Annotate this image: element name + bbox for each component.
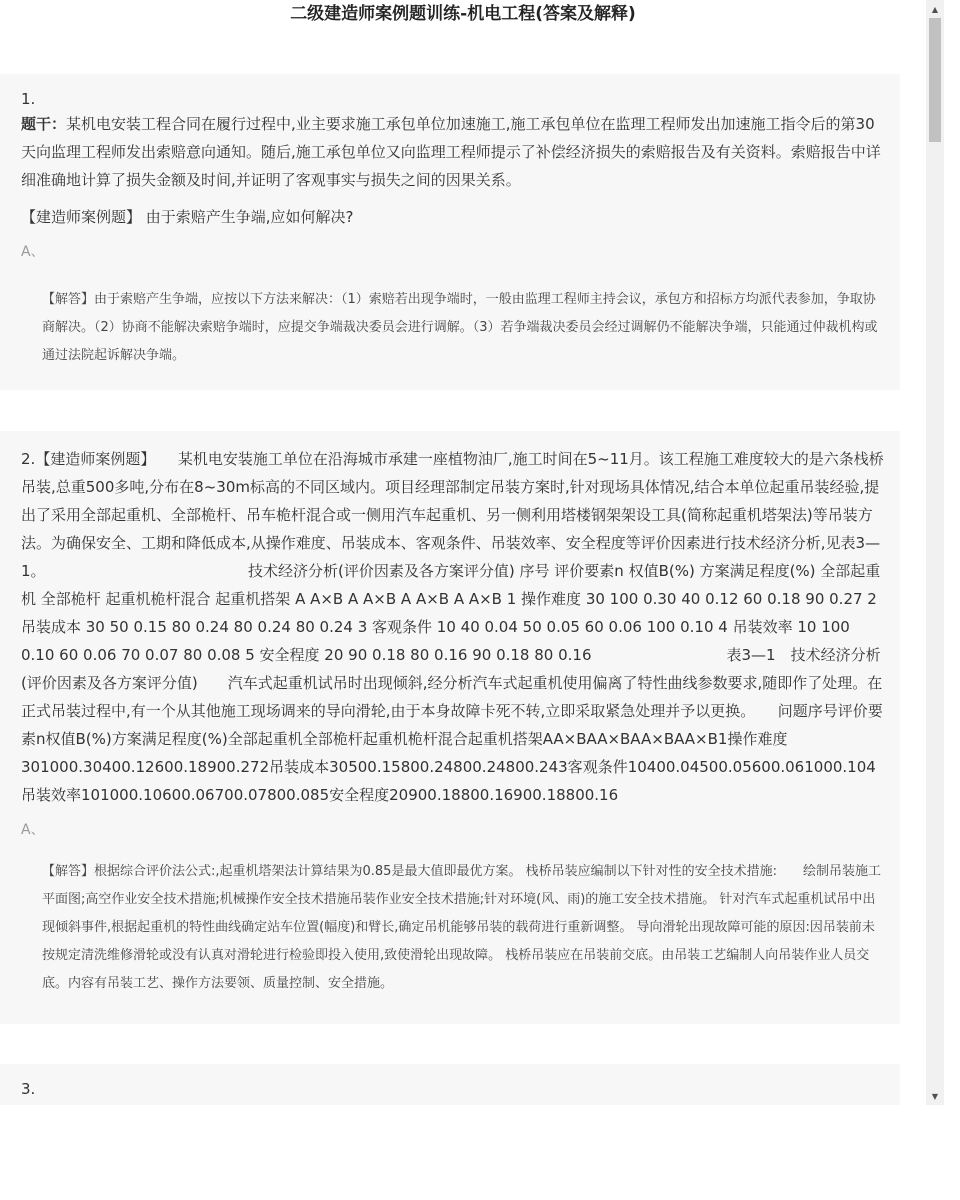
vertical-scrollbar[interactable]: [926, 0, 944, 1105]
question-number: 3.: [21, 1080, 36, 1098]
question-stem: [21, 110, 886, 194]
answer-option: A、: [21, 822, 45, 838]
question-block-2: [0, 431, 900, 1024]
answer-explanation: 【解答】由于索赔产生争端，应按以下方法来解决：（1）索赔若出现争端时，一般由监理工程师主持会议，承包方和招标方均派代表参加，争取协商解决。（2）协商不能解决索赔争端时，应提交争端裁决委员会进行调解。（3）若争端裁决委员会经过调解仍不能解决争端，只能通过仲裁机构或通过法院起诉解决争端。: [42, 292, 878, 363]
question-number: 1.: [21, 90, 36, 108]
scroll-up-icon[interactable]: ▲: [931, 4, 939, 14]
question-ask: 【建造师案例题】 由于索赔产生争端,应如何解决?: [21, 208, 354, 226]
answer-option: A、: [21, 244, 45, 260]
scroll-thumb[interactable]: [929, 18, 941, 142]
scroll-down-icon[interactable]: ▼: [931, 1091, 939, 1101]
answer-explanation: 【解答】根据综合评价法公式:,起重机塔架法计算结果为0.85是最大值即最优方案。 栈桥吊装应编制以下针对性的安全技术措施: 绘制吊装施工平面图;高空作业安全技术措施;机械操作安全技术措施吊装作业安全技术措施;针对环境(风、雨)的施工安全技术措施。 针对汽车式起重机试吊中出现倾斜事件,根据起重机的特性曲线确定站车位置(幅度)和臂长,确定吊机能够吊装的载荷进行重新调整。 导向滑轮出现故障可能的原因:因吊装前未按规定清洗维修滑轮或没有认真对滑轮进行检验即投入使用,致使滑轮出现故障。 栈桥吊装应在吊装前交底。由吊装工艺编制人向吊装作业人员交底。内容有吊装工艺、操作方法要领、质量控制、安全措施。: [42, 864, 881, 991]
stem-label: 题干：: [21, 115, 67, 133]
stem-text: 某机电安装工程合同在履行过程中,业主要求施工承包单位加速施工,施工承包单位在监理工程师发出加速施工指令后的第30天向监理工程师发出索赔意向通知。随后,施工承包单位又向监理工程师提示了补偿经济损失的索赔报告及有关资料。索赔报告中详细准确地计算了损失金额及时间,并证明了客观事实与损失之间的因果关系。: [21, 115, 881, 189]
stem-text: 【建造师案例题】 某机电安装施工单位在沿海城市承建一座植物油厂,施工时间在5~11月。该工程施工难度较大的是六条栈桥吊装,总重500多吨,分布在8~30m标高的不同区域内。项目经理部制定吊装方案时,针对现场具体情况,结合本单位起重吊装经验,提出了采用全部起重机、全部桅杆、吊车桅杆混合或一侧用汽车起重机、另一侧利用塔楼钢架架设工具(简称起重机塔架法)等吊装方法。为确保安全、工期和降低成本,从操作难度、吊装成本、客观条件、吊装效率、安全程度等评价因素进行技术经济分析,见表3—1。 技术经济分析(评价因素及各方案评分值) 序号 评价要素n 权值B(%) 方案满足程度(%) 全部起重机 全部桅杆 起重机桅杆混合 起重机搭架 A A×B A A×B A A×B A A×B 1 操作难度 30 100 0.30 40 0.12 60 0.18 90 0.27 2 吊装成本 30 50 0.15 80 0.24 80 0.24 80 0.24 3 客观条件 10 40 0.04 50 0.05 60 0.06 100 0.10 4 吊装效率 10 100 0.10 60 0.06 70 0.07 80 0.08 5 安全程度 20 90 0.18 80 0.16 90 0.18 80 0.16 表3—1 技术经济分析(评价因素及各方案评分值) 汽车式起重机试吊时出现倾斜,经分析汽车式起重机使用偏离了特性曲线参数要求,随即作了处理。在正式吊装过程中,有一个从其他施工现场调来的导向滑轮,由于本身故障卡死不转,立即采取紧急处理并予以更换。 问题序号评价要素n权值B(%)方案满足程度(%)全部起重机全部桅杆起重机桅杆混合起重机搭架AA×BAA×BAA×BAA×B1操作难度301000.30400.12600.18900.272吊装成本30500.15800.24800.24800.243客观条件10400.04500.05600.061000.104吊装效率101000.10600.06700.07800.085安全程度20900.18800.16900.18800.16: [21, 450, 884, 804]
question-stem: [21, 445, 886, 809]
question-block-3: [0, 1064, 900, 1105]
question-block-1: [0, 74, 900, 390]
question-number: 2.: [21, 450, 36, 468]
page-title: 二级建造师案例题训练-机电工程(答案及解释): [290, 4, 636, 24]
